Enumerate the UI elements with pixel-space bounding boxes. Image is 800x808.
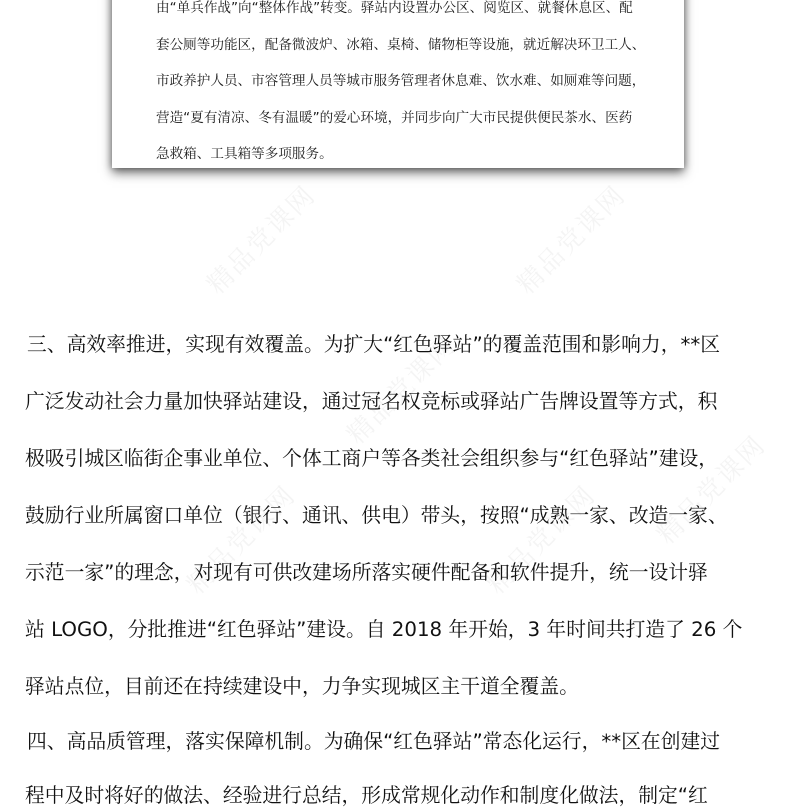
card-text-line: 套公厕等功能区，配备微波炉、冰箱、桌椅、储物柜等设施，就近解决环卫工人、 xyxy=(156,37,646,53)
watermark: 精品党课网 xyxy=(341,330,462,451)
body-text-line: 驿站点位，目前还在持续建设中，力争实现城区主干道全覆盖。 xyxy=(25,675,579,698)
body-text-line: 极吸引城区临街企事业单位、个体工商户等各类社会组织参与“红色驿站”建设， xyxy=(25,447,719,470)
card-text-line: 营造“夏有清凉、冬有温暖”的爱心环境，并同步向广大市民提供便民茶水、医药 xyxy=(156,110,633,126)
card-text-line: 由“单兵作战”向“整体作战”转变。驿站内设置办公区、阅览区、就餐休息区、配 xyxy=(156,0,633,16)
body-text-line: 广泛发动社会力量加快驿站建设，通过冠名权竞标或驿站广告牌设置等方式，积 xyxy=(25,390,718,413)
card-text-line: 市政养护人员、市容管理人员等城市服务管理者休息难、饮水难、如厕难等问题， xyxy=(156,73,646,89)
watermark: 精品党课网 xyxy=(651,430,772,551)
body-text-line: 示范一家”的理念，对现有可供改建场所落实硬件配备和软件提升，统一设计驿 xyxy=(25,561,708,584)
watermark: 精品党课网 xyxy=(481,480,602,601)
card-text-line: 急救箱、工具箱等多项服务。 xyxy=(156,146,333,162)
body-text-line: 四、高品质管理，落实保障机制。为确保“红色驿站”常态化运行，**区在创建过 xyxy=(27,730,721,753)
watermark: 精品党课网 xyxy=(201,180,322,301)
watermark: 精品党课网 xyxy=(511,180,632,301)
watermark: 精品党课网 xyxy=(181,480,302,601)
body-text-line: 鼓励行业所属窗口单位（银行、通讯、供电）带头，按照“成熟一家、改造一家、 xyxy=(25,504,728,527)
body-text-line: 程中及时将好的做法、经验进行总结，形成常规化动作和制度化做法，制定“红 xyxy=(25,784,708,807)
body-text-line: 站 LOGO，分批推进“红色驿站”建设。自 2018 年开始，3 年时间共打造了 26 个 xyxy=(25,618,743,641)
body-text-line: 三、高效率推进，实现有效覆盖。为扩大“红色驿站”的覆盖范围和影响力，**区 xyxy=(27,333,721,356)
